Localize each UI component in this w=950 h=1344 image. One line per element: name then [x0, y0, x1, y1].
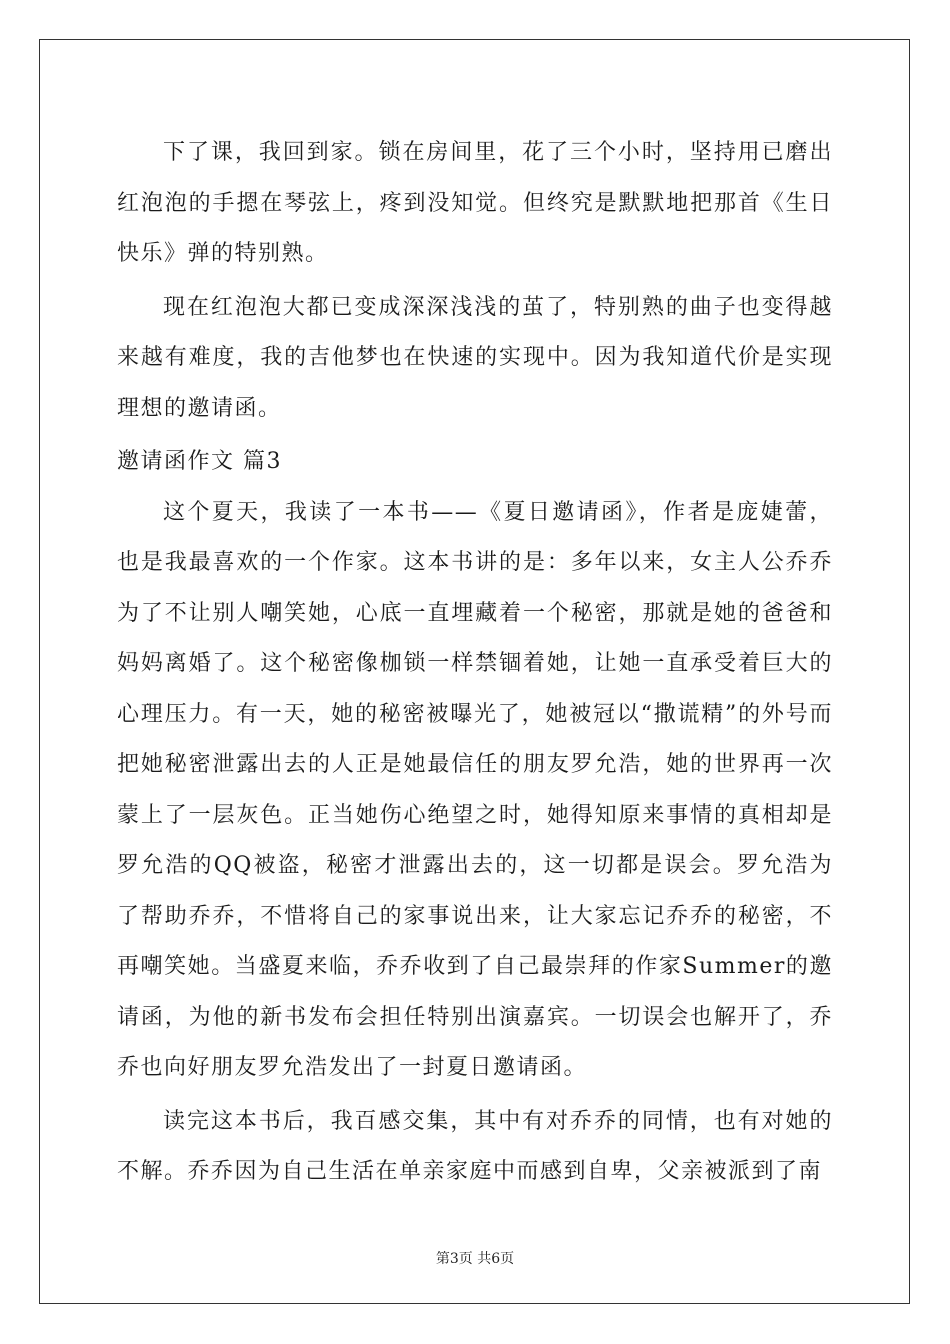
paragraph: 下了课，我回到家。锁在房间里，花了三个小时，坚持用已磨出红泡泡的手摁在琴弦上，疼到没知觉。但终究是默默地把那首《生日快乐》弹的特别熟。	[117, 140, 833, 266]
document-body	[117, 128, 833, 1201]
page-footer: 第3页 共6页	[435, 1251, 515, 1267]
paragraph: 读完这本书后，我百感交集，其中有对乔乔的同情，也有对她的不解。乔乔因为自己生活在单亲家庭中而感到自卑，父亲被派到了南	[117, 1108, 833, 1184]
paragraph: 这个夏天，我读了一本书——《夏日邀请函》，作者是庞婕蕾，也是我最喜欢的一个作家。这本书讲的是：多年以来，女主人公乔乔为了不让别人嘲笑她，心底一直埋藏着一个秘密，那就是她的爸爸和妈妈离婚了。这个秘密像枷锁一样禁锢着她，让她一直承受着巨大的心理压力。有一天，她的秘密被曝光了，她被冠以“撒谎精”的外号而把她秘密泄露出去的人正是她最信任的朋友罗允浩，她的世界再一次蒙上了一层灰色。正当她伤心绝望之时，她得知原来事情的真相却是罗允浩的QQ被盗，秘密才泄露出去的，这一切都是误会。罗允浩为了帮助乔乔，不惜将自己的家事说出来，让大家忘记乔乔的秘密，不再嘲笑她。当盛夏来临，乔乔收到了自己最崇拜的作家Summer的邀请函，为他的新书发布会担任特别出演嘉宾。一切误会也解开了，乔乔也向好朋友罗允浩发出了一封夏日邀请函。	[117, 499, 833, 1080]
section-heading: 邀请函作文 篇3	[117, 449, 282, 474]
paragraph: 现在红泡泡大都已变成深深浅浅的茧了，特别熟的曲子也变得越来越有难度，我的吉他梦也在快速的实现中。因为我知道代价是实现理想的邀请函。	[117, 294, 833, 421]
